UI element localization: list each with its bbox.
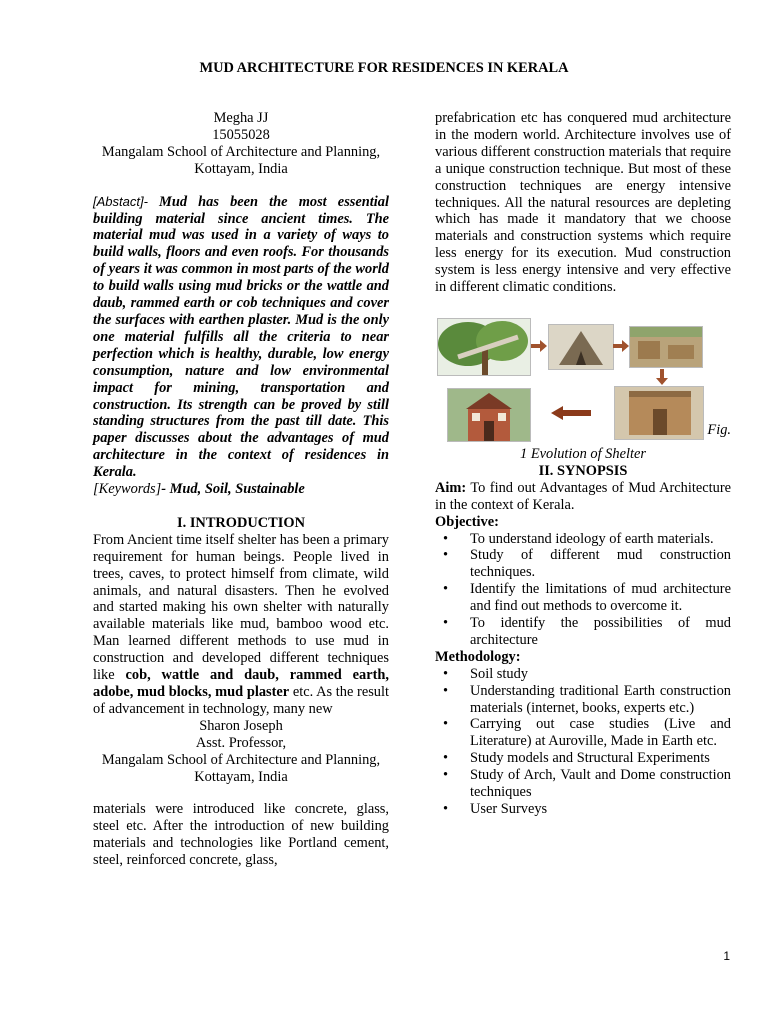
aim — [435, 480, 731, 514]
mud-house-image — [614, 386, 704, 440]
list-item: • Study of Arch, Vault and Dome construction techniques — [470, 767, 731, 801]
author-2-name: Sharon Joseph — [199, 717, 283, 734]
author-1-school: Mangalam School of Architecture and Planning, — [101, 143, 381, 160]
hut-image — [548, 324, 614, 370]
intro-text-after: etc. As the result of advancement in technology, many new — [93, 684, 389, 717]
author-2-block — [93, 718, 389, 786]
list-item: • User Surveys — [470, 801, 731, 818]
list-item: • Understanding traditional Earth construction materials (internet, books, experts etc.) — [470, 683, 731, 717]
methodology-list — [435, 666, 731, 818]
introduction-heading: I. INTRODUCTION — [177, 514, 305, 531]
author-1-block — [93, 110, 389, 178]
list-item: • To understand ideology of earth materials. — [470, 531, 731, 548]
left-column — [93, 110, 389, 869]
methodology-label: Methodology: — [435, 648, 521, 665]
right-column — [435, 110, 731, 818]
author-2-location: Kottayam, India — [194, 768, 288, 785]
synopsis-heading: II. SYNOPSIS — [538, 462, 628, 479]
author-1-name: Megha JJ — [213, 110, 269, 126]
arrow-right-icon — [613, 340, 629, 352]
objective-list — [435, 531, 731, 649]
introduction-text — [93, 532, 389, 718]
author-1-location: Kottayam, India — [194, 160, 288, 177]
keywords-label: [Keywords] — [93, 481, 162, 498]
list-item: • Identify the limitations of mud architecture and find out methods to overcome it. — [470, 581, 731, 615]
objective-label: Objective: — [435, 513, 499, 530]
mud-ruins-image — [629, 326, 703, 368]
page-number: 1 — [723, 949, 730, 963]
intro-text-before: From Ancient time itself shelter has been a primary requirement for human beings. People lived in trees, caves, to protect himself from climate, wild animals, and natural disasters. Then he evolved and started making his own shelter with naturally available materials like mud, bamboo wood etc. Man learned different methods to use mud in construction and developed different techniques like — [93, 531, 389, 684]
abstract-label: [Abstact]- — [93, 193, 148, 209]
author-1-id: 15055028 — [212, 126, 270, 143]
list-item: • Study models and Structural Experiments — [470, 750, 731, 767]
evolution-figure — [435, 318, 731, 436]
intro-bold-terms: cob, wattle and daub, rammed earth, adobe, mud blocks, mud plaster — [93, 667, 390, 700]
brick-house-image — [447, 388, 531, 442]
list-item: • Soil study — [470, 666, 731, 683]
aim-label: Aim: — [435, 479, 467, 496]
list-item: • Study of different mud construction techniques. — [470, 547, 731, 581]
author-2-role: Asst. Professor, — [195, 734, 287, 751]
introduction-continued: materials were introduced like concrete, glass, steel etc. After the introduction of new building materials and technologies like Portland cement, steel, reinforced concrete, glass, — [93, 801, 389, 869]
abstract — [93, 194, 389, 481]
arrow-down-icon — [656, 369, 668, 385]
list-item: • Carrying out case studies (Live and Literature) at Auroville, Made in Earth etc. — [470, 716, 731, 750]
list-item: • To identify the possibilities of mud architecture — [470, 615, 731, 649]
arrow-left-icon — [551, 406, 591, 420]
author-2-school: Mangalam School of Architecture and Planning, — [101, 751, 381, 768]
right-paragraph: prefabrication etc has conquered mud architecture in the modern world. Architecture involves use of various different construction materials that require a unique construction technique. But most of these construction techniques are energy intensive techniques. All the natural resources are depleting which has made it mandatory that we choose materials and construction systems which require less energy for its execution. Mud construction system is less energy intensive and very effective in different climatic conditions. — [435, 110, 731, 296]
figure-tag: Fig. — [707, 421, 731, 438]
keywords — [93, 481, 389, 498]
keywords-text: - Mud, Soil, Sustainable — [161, 481, 305, 498]
tree-shelter-image — [437, 318, 531, 376]
abstract-text: Mud has been the most essential building material since ancient times. The material mud was used in a variety of ways to build walls, floors and even roofs. For thousands of years it was common in most parts of the world to build walls using mud bricks or the wattle and daub, rammed earth or cob techniques and cover the surfaces with earthen plaster. Mud is the only one material fulfills all the criteria to near perfection which is healthy, durable, low energy consumption, nature and low environmental impact for mining, transportation and construction. Its strength can be proved by still standing structures from the past till date. This paper discusses about the advantages of mud architecture in the context of residences in Kerala. — [93, 193, 389, 481]
page-title: MUD ARCHITECTURE FOR RESIDENCES IN KERALA — [199, 60, 569, 76]
figure-caption: 1 Evolution of Shelter — [520, 445, 646, 462]
arrow-right-icon — [531, 340, 547, 352]
aim-text: To find out Advantages of Mud Architecture in the context of Kerala. — [435, 479, 731, 513]
